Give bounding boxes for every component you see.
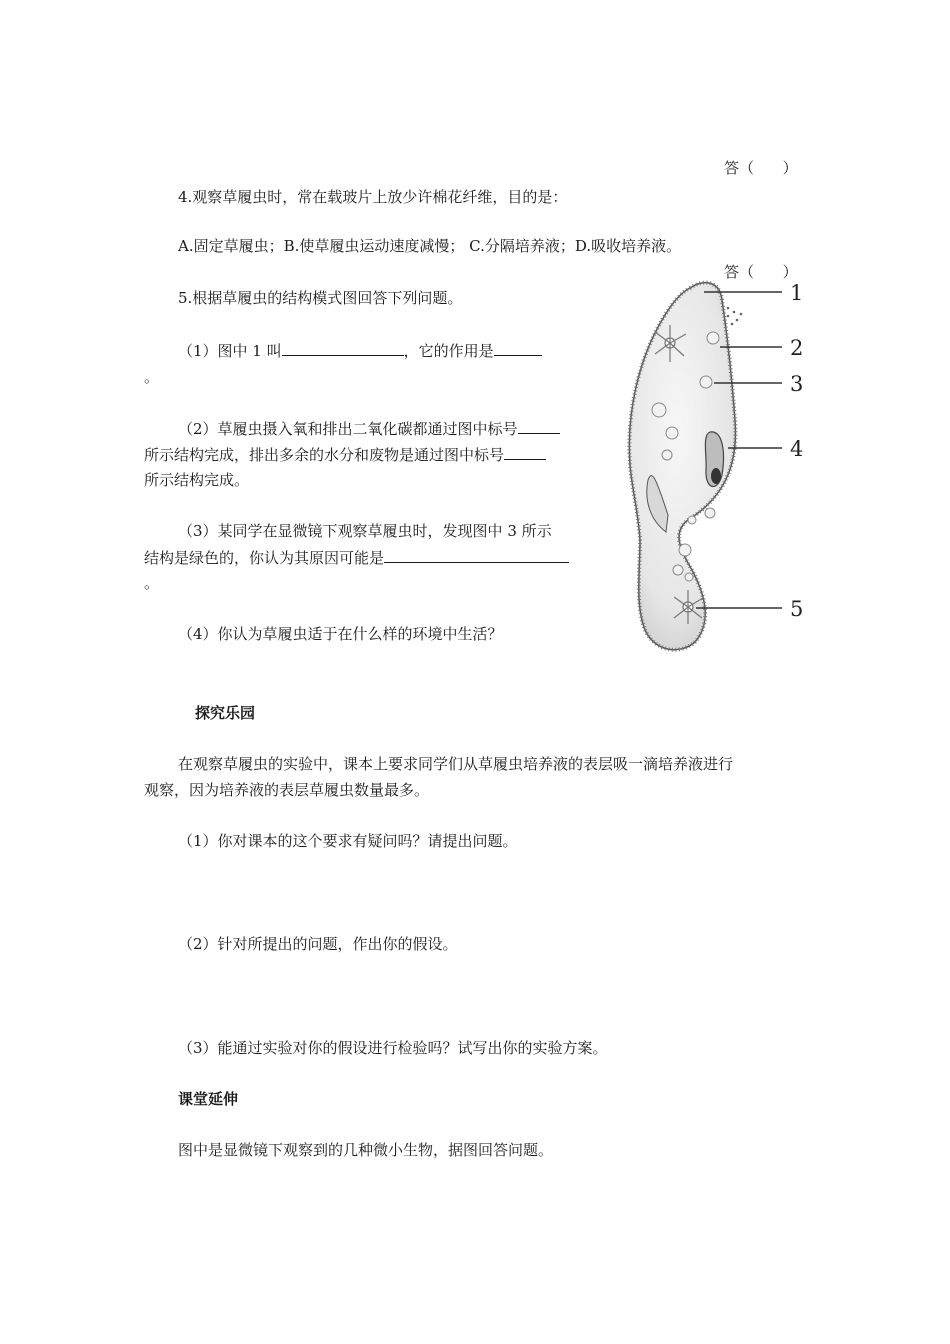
micronucleus — [711, 468, 721, 484]
figure-label-1: 1 — [790, 281, 804, 305]
answer-bracket: （ ） — [739, 263, 798, 281]
explore-q2: （2）针对所提出的问题，作出你的假设。 — [178, 935, 458, 953]
excretion-dots — [727, 307, 743, 326]
figure-label-2: 2 — [790, 336, 804, 360]
q5-part2-text-a: （2）草履虫摄入氧和排出二氧化碳都通过图中标号 — [178, 420, 518, 438]
q5-part1-text-a: （1）图中 1 叫 — [178, 342, 282, 360]
figure-label-5: 5 — [790, 597, 804, 621]
q5-part1 — [178, 340, 542, 361]
explore-q1: （1）你对课本的这个要求有疑问吗？请提出问题。 — [178, 832, 518, 850]
answer-mark: 答 — [724, 159, 740, 177]
fill-blank — [504, 444, 546, 460]
fill-blank — [518, 418, 560, 434]
q5-part1-text-b: ，它的作用是 — [403, 342, 494, 360]
q5-part3-line2 — [144, 547, 569, 568]
fill-blank — [494, 340, 542, 356]
q5-part2-text-b: 所示结构完成，排出多余的水分和废物是通过图中标号 — [144, 446, 505, 464]
q5-part3-end: 。 — [144, 574, 160, 592]
paramecium-diagram — [610, 270, 815, 660]
extension-heading: 课堂延伸 — [178, 1090, 239, 1108]
q4-question: 4.观察草履虫时，常在载玻片上放少许棉花纤维，目的是： — [178, 188, 568, 206]
explore-paragraph-line1: 在观察草履虫的实验中，课本上要求同学们从草履虫培养液的表层吸一滴培养液进行 — [178, 755, 734, 773]
figure-label-3: 3 — [790, 372, 804, 396]
figure-label-4: 4 — [790, 437, 804, 461]
explore-paragraph-line2: 观察，因为培养液的表层草履虫数量最多。 — [144, 781, 430, 799]
q5-part3-line1: （3）某同学在显微镜下观察草履虫时，发现图中 3 所示 — [178, 522, 552, 540]
answer-mark: 答 — [724, 263, 740, 281]
answer-bracket: （ ） — [739, 159, 798, 177]
q5-part2-line1 — [178, 418, 560, 439]
q5-part2-line3: 所示结构完成。 — [144, 471, 250, 489]
fill-blank — [282, 340, 404, 356]
q5-part3-text-b: 结构是绿色的，你认为其原因可能是 — [144, 549, 385, 567]
q5-part4: （4）你认为草履虫适于在什么样的环境中生活？ — [178, 625, 503, 643]
answer-blank-1 — [724, 158, 798, 178]
q5-part1-end: 。 — [144, 368, 160, 386]
extension-text: 图中是显微镜下观察到的几种微小生物，据图回答问题。 — [178, 1141, 554, 1159]
q5-part2-line2 — [144, 444, 546, 465]
explore-heading: 探究乐园 — [195, 704, 256, 722]
fill-blank — [384, 547, 569, 563]
q5-intro: 5.根据草履虫的结构模式图回答下列问题。 — [178, 289, 463, 307]
q4-options: A.固定草履虫；B.使草履虫运动速度减慢； C.分隔培养液；D.吸收培养液。 — [178, 237, 682, 255]
explore-q3: （3）能通过实验对你的假设进行检验吗？试写出你的实验方案。 — [178, 1039, 608, 1057]
